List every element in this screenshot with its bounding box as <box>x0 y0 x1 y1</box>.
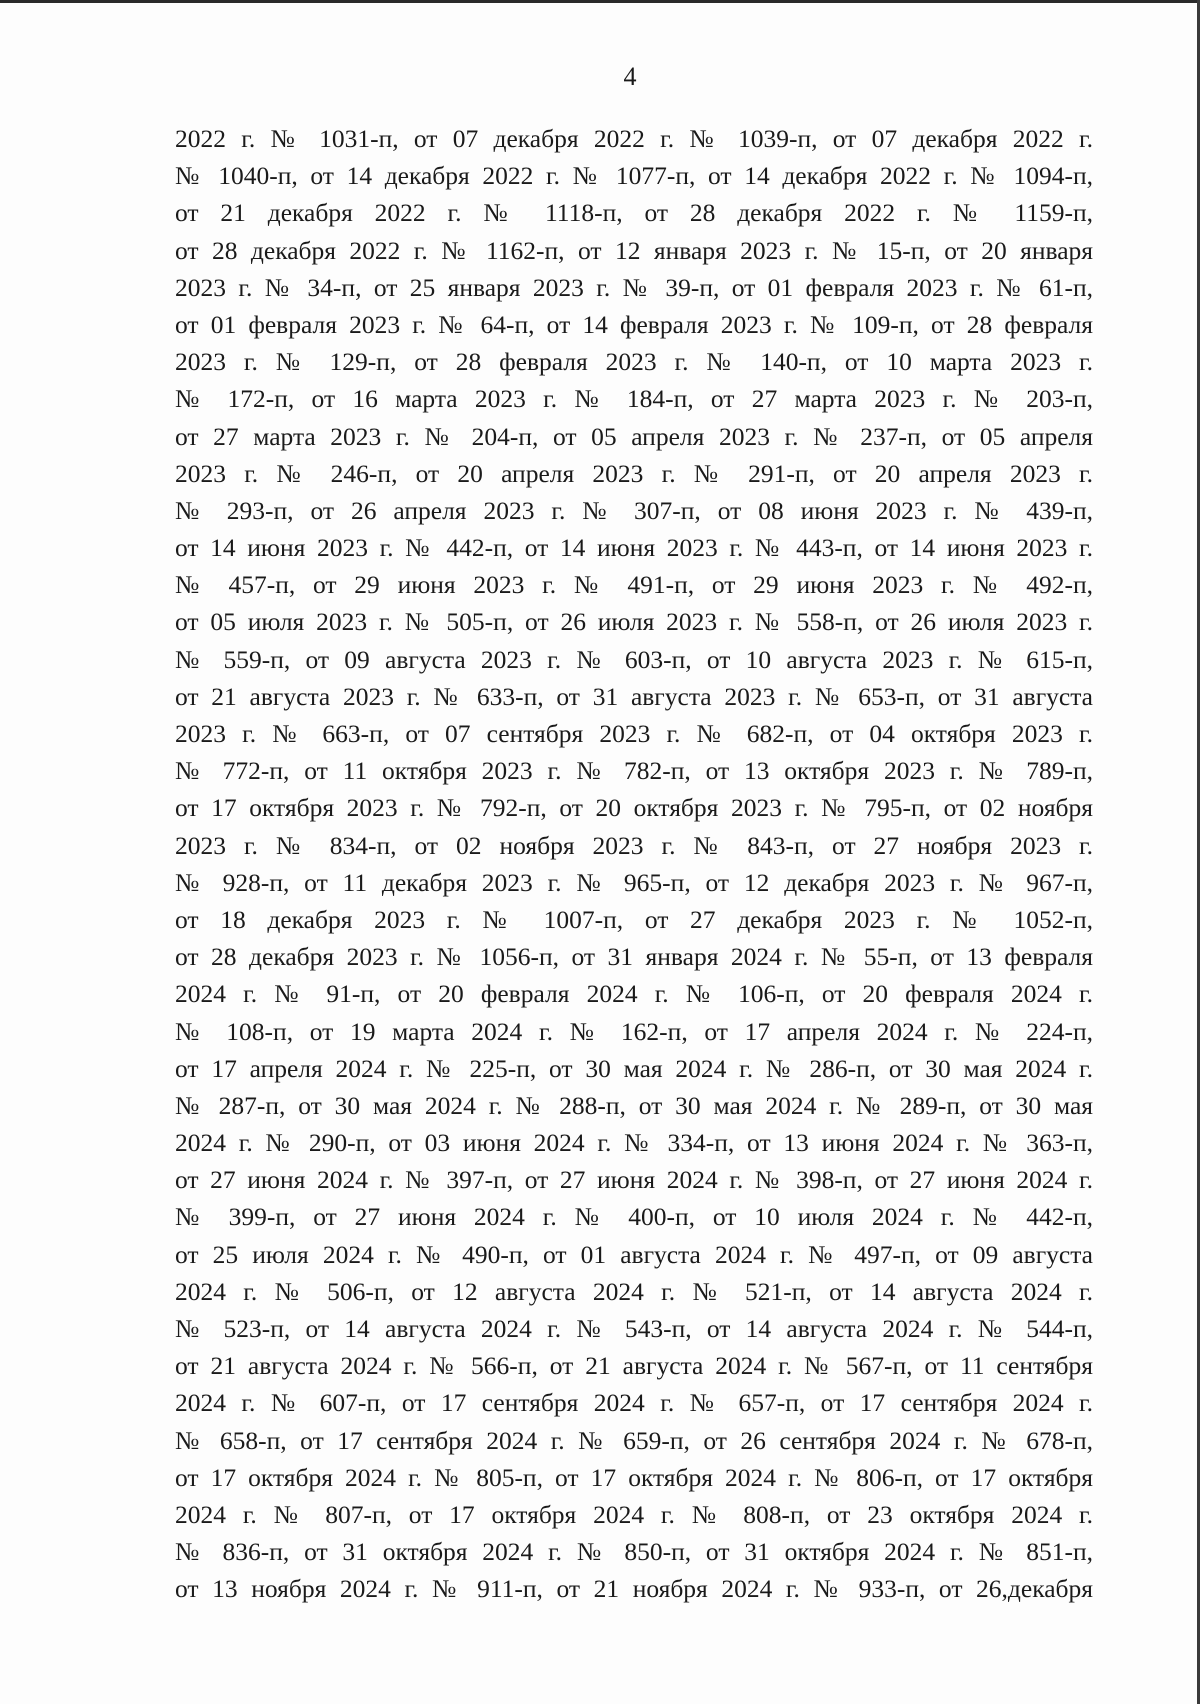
text-line: от 14 июня 2023 г. № 442-п, от 14 июня 2023 г. № 443-п, от 14 июня 2023 г. <box>175 533 1093 563</box>
text-line: № 772-п, от 11 октября 2023 г. № 782-п, от 13 октября 2023 г. № 789-п, <box>175 756 1093 786</box>
text-line: 2024 г. № 506-п, от 12 августа 2024 г. № 521-п, от 14 августа 2024 г. <box>175 1276 1093 1306</box>
text-line: № 399-п, от 27 июня 2024 г. № 400-п, от 10 июля 2024 г. № 442-п, <box>175 1202 1093 1232</box>
text-line: 2023 г. № 246-п, от 20 апреля 2023 г. № 291-п, от 20 апреля 2023 г. <box>175 458 1093 488</box>
text-line: 2023 г. № 663-п, от 07 сентября 2023 г. № 682-п, от 04 октября 2023 г. <box>175 719 1093 748</box>
text-line: от 17 октября 2023 г. № 792-п, от 20 октября 2023 г. № 795-п, от 02 ноября <box>175 793 1093 823</box>
body-text <box>175 120 1093 1608</box>
text-line: № 1040-п, от 14 декабря 2022 г. № 1077-п, от 14 декабря 2022 г. № 1094-п, <box>175 161 1093 191</box>
text-line: от 17 апреля 2024 г. № 225-п, от 30 мая 2024 г. № 286-п, от 30 мая 2024 г. <box>175 1053 1093 1083</box>
text-line: от 13 ноября 2024 г. № 911-п, от 21 ноября 2024 г. № 933-п, от 26,декабря <box>175 1574 1093 1604</box>
text-line: № 836-п, от 31 октября 2024 г. № 850-п, от 31 октября 2024 г. № 851-п, <box>175 1537 1093 1567</box>
text-line: 2022 г. № 1031-п, от 07 декабря 2022 г. № 1039-п, от 07 декабря 2022 г. <box>175 124 1093 153</box>
text-line: 2024 г. № 607-п, от 17 сентября 2024 г. № 657-п, от 17 сентября 2024 г. <box>175 1388 1093 1418</box>
text-line: от 18 декабря 2023 г. № 1007-п, от 27 декабря 2023 г. № 1052-п, <box>175 904 1093 934</box>
text-line: № 172-п, от 16 марта 2023 г. № 184-п, от 27 марта 2023 г. № 203-п, <box>175 384 1093 414</box>
text-line: № 287-п, от 30 мая 2024 г. № 288-п, от 30 мая 2024 г. № 289-п, от 30 мая <box>175 1090 1093 1120</box>
text-line: 2023 г. № 129-п, от 28 февраля 2023 г. № 140-п, от 10 марта 2023 г. <box>175 347 1093 377</box>
text-line: от 21 августа 2024 г. № 566-п, от 21 августа 2024 г. № 567-п, от 11 сентября <box>175 1351 1093 1381</box>
text-line: от 28 декабря 2023 г. № 1056-п, от 31 января 2024 г. № 55-п, от 13 февраля <box>175 942 1093 972</box>
text-line: № 523-п, от 14 августа 2024 г. № 543-п, от 14 августа 2024 г. № 544-п, <box>175 1314 1093 1343</box>
text-line: 2024 г. № 290-п, от 03 июня 2024 г. № 334-п, от 13 июня 2024 г. № 363-п, <box>175 1128 1093 1158</box>
text-line: от 21 декабря 2022 г. № 1118-п, от 28 декабря 2022 г. № 1159-п, <box>175 198 1093 228</box>
text-line: 2023 г. № 34-п, от 25 января 2023 г. № 39-п, от 01 февраля 2023 г. № 61-п, <box>175 272 1093 302</box>
text-line: 2023 г. № 834-п, от 02 ноября 2023 г. № 843-п, от 27 ноября 2023 г. <box>175 830 1093 860</box>
text-line: от 01 февраля 2023 г. № 64-п, от 14 февраля 2023 г. № 109-п, от 28 февраля <box>175 309 1093 339</box>
page-number: 4 <box>623 62 637 91</box>
text-line: от 05 июля 2023 г. № 505-п, от 26 июля 2023 г. № 558-п, от 26 июля 2023 г. <box>175 607 1093 637</box>
text-line: от 28 декабря 2022 г. № 1162-п, от 12 января 2023 г. № 15-п, от 20 января <box>175 235 1093 265</box>
text-line: № 457-п, от 29 июня 2023 г. № 491-п, от 29 июня 2023 г. № 492-п, <box>175 570 1093 600</box>
text-line: от 25 июля 2024 г. № 490-п, от 01 августа 2024 г. № 497-п, от 09 августа <box>175 1239 1093 1269</box>
text-line: № 559-п, от 09 августа 2023 г. № 603-п, от 10 августа 2023 г. № 615-п, <box>175 644 1093 674</box>
text-line: № 293-п, от 26 апреля 2023 г. № 307-п, от 08 июня 2023 г. № 439-п, <box>175 495 1093 525</box>
text-line: от 21 августа 2023 г. № 633-п, от 31 августа 2023 г. № 653-п, от 31 августа <box>175 681 1093 711</box>
text-line: 2024 г. № 807-п, от 17 октября 2024 г. № 808-п, от 23 октября 2024 г. <box>175 1499 1093 1529</box>
text-line: № 658-п, от 17 сентября 2024 г. № 659-п, от 26 сентября 2024 г. № 678-п, <box>175 1425 1093 1455</box>
text-line: № 928-п, от 11 декабря 2023 г. № 965-п, от 12 декабря 2023 г. № 967-п, <box>175 867 1093 897</box>
text-line: № 108-п, от 19 марта 2024 г. № 162-п, от 17 апреля 2024 г. № 224-п, <box>175 1016 1093 1046</box>
text-line: 2024 г. № 91-п, от 20 февраля 2024 г. № 106-п, от 20 февраля 2024 г. <box>175 979 1093 1009</box>
text-line: от 27 июня 2024 г. № 397-п, от 27 июня 2024 г. № 398-п, от 27 июня 2024 г. <box>175 1165 1093 1195</box>
text-line: от 17 октября 2024 г. № 805-п, от 17 октября 2024 г. № 806-п, от 17 октября <box>175 1462 1093 1492</box>
scan-edge-top <box>0 0 1200 3</box>
text-line: от 27 марта 2023 г. № 204-п, от 05 апреля 2023 г. № 237-п, от 05 апреля <box>175 421 1093 451</box>
